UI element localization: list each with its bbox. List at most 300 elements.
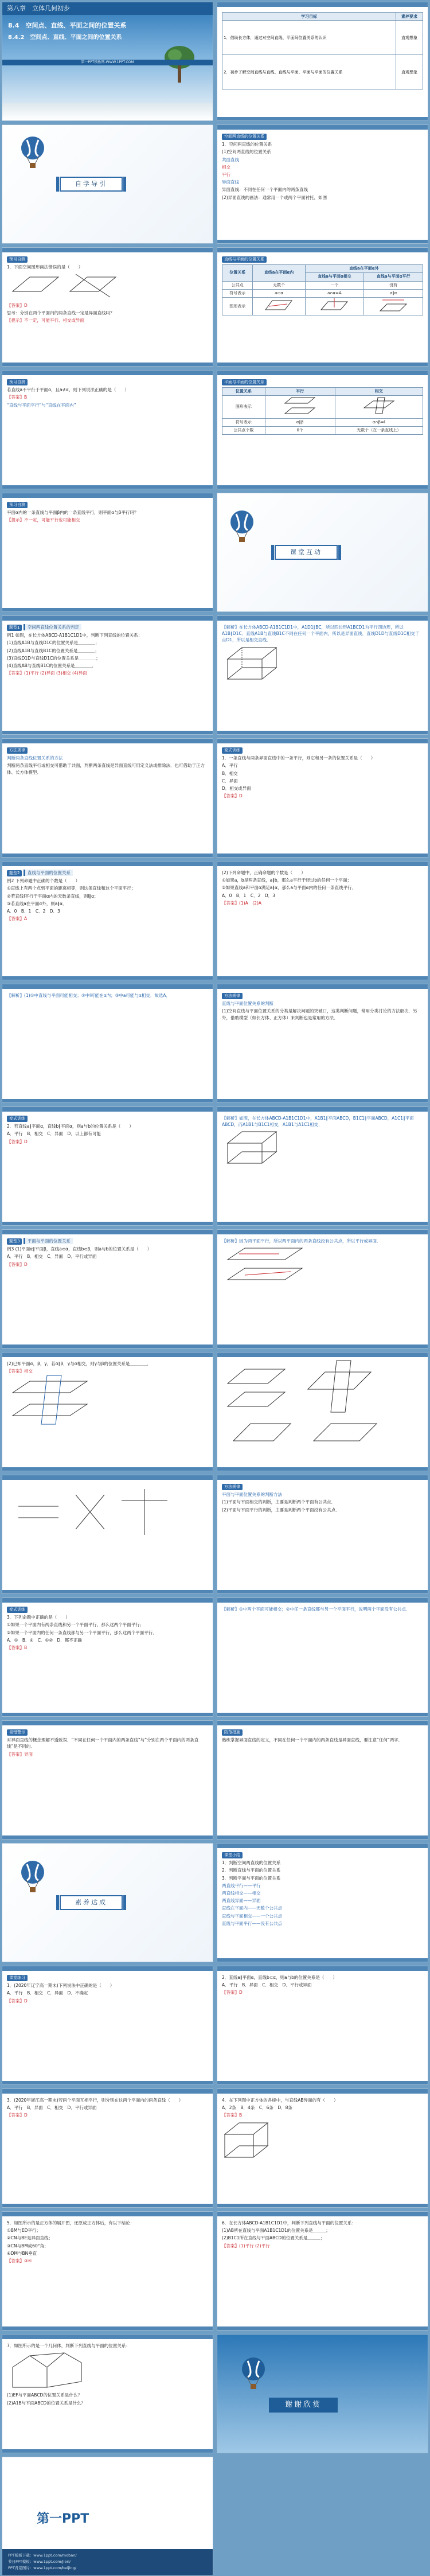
slide-analysis-4[interactable]: [217, 1229, 428, 1349]
slide-text: [7, 870, 208, 923]
goals-header-2: 素养要求: [396, 13, 423, 21]
option: B．相交: [27, 1131, 43, 1137]
question: 2．若直线a∥平面α，直线b∥平面α，则a与b的位置关系是（ ）: [7, 1124, 134, 1129]
item: ①如果一个平面内有两条直线和另一个平面平行，那么这两个平面平行；: [7, 1622, 144, 1628]
tag: 方法规律: [222, 993, 243, 999]
header-bar: [2, 2089, 213, 2094]
answer: 【答案】异面: [7, 1751, 33, 1757]
td: 0个: [265, 426, 335, 434]
item: (1)平面与平面相交的判断，主要是判断两个平面有公共点．: [222, 1499, 336, 1505]
item: ②若直线l平行于平面α内的无数条直线，则l∥α；: [7, 893, 99, 899]
footer-bar: [2, 608, 213, 611]
header-bar: [2, 248, 213, 252]
slide-text: [7, 1974, 208, 2005]
td: 无数个: [253, 281, 305, 289]
slide-method-3[interactable]: [217, 1475, 428, 1594]
option: A．2条: [222, 2105, 236, 2111]
line: 1．空间两直线的位置关系: [222, 142, 272, 147]
header-bar: [2, 1598, 213, 1603]
thanks-title: 谢谢欣赏: [269, 2398, 338, 2413]
slide-goals[interactable]: [217, 2, 428, 121]
footer-bar: [217, 1467, 428, 1471]
slide-analysis-1[interactable]: [217, 615, 428, 735]
figures-group: [222, 1361, 405, 1447]
item: ①直线上有两个点到平面的距离相等，则这条直线和这个平面平行；: [7, 886, 136, 891]
td: 一个: [305, 281, 364, 289]
option: B．相交: [222, 770, 238, 776]
slide-practice-7[interactable]: [2, 2334, 213, 2453]
question: 5．如图所示的是正方体的展开图，还原成正方体后，有以下结论：: [7, 2220, 135, 2226]
label: 共面直线: [222, 157, 239, 162]
tag: 预习自测: [7, 256, 28, 263]
item: ③若直线a在平面α外，则a∥α．: [7, 901, 67, 906]
answer: 【答案】D: [222, 793, 243, 799]
header-bar: [217, 125, 428, 130]
slide-plane-plane-table[interactable]: [217, 370, 428, 489]
title: 直线与平面的位置关系: [24, 870, 73, 876]
slide-text: [7, 1238, 208, 1269]
td: a⊂α: [253, 289, 305, 297]
plane-plane-table: [222, 387, 423, 435]
label: 异面直线: [222, 180, 239, 185]
header-bar: [2, 2335, 213, 2339]
list-item: 两直线异面——异面: [222, 1898, 261, 1904]
list-item: 两直线相交——相交: [222, 1891, 261, 1896]
question: 3．(2020年浙江高一期末)若两个平面互相平行，则分别在这两个平面内的两条直线（ ）: [7, 2098, 183, 2103]
subsection-title: 8.4.2 空间点、直线、平面之间的位置关系: [8, 34, 122, 41]
planes-figure: [7, 271, 122, 300]
header-bar: [217, 616, 428, 621]
option: D．相交或异面: [222, 786, 251, 792]
question: 3．下列命题中正确的是（ ）: [7, 1615, 70, 1620]
th: 位置关系: [222, 388, 265, 396]
item: 3．判断平面与平面的位置关系: [222, 1875, 281, 1881]
label: 相交: [222, 164, 230, 170]
slide-text: [7, 2343, 208, 2407]
option: B．4条: [240, 2105, 255, 2111]
slide-variant-3[interactable]: [2, 1597, 213, 1717]
th: 位置关系: [222, 265, 253, 281]
header-bar: [2, 1107, 213, 1112]
title: 平面与平面位置关系的判断方法: [222, 1492, 282, 1498]
item: (2)B1C1所在直线与平面ABCD的位置关系是＿＿＿；: [222, 2235, 325, 2241]
option: A．0: [7, 909, 17, 914]
balloon-icon: [229, 510, 255, 545]
header-bar: [217, 984, 428, 989]
option: A．①: [7, 1637, 18, 1643]
tag: 题型2: [7, 870, 22, 876]
brand-link[interactable]: 节日PPT模板：www.1ppt.com/jieri/: [8, 2559, 71, 2564]
header-bar: [217, 862, 428, 866]
td: 公共点个数: [222, 426, 265, 434]
option: D．3: [49, 909, 60, 914]
td: 符号表示: [222, 418, 265, 426]
footer-bar: [217, 2081, 428, 2084]
footer-bar: [2, 2449, 213, 2453]
answer: 【答案】(1)平行 (2)平行: [222, 2243, 270, 2248]
question: 思考：分别在两个平面内的两条直线一定是异面直线吗？: [7, 310, 115, 315]
balloon-icon: [19, 1861, 46, 1895]
analysis: 【解析】因为两平面平行，所以两平面内的两条直线没有公共点，所以平行或异面．: [222, 1238, 381, 1244]
footer-bar: [217, 2204, 428, 2207]
footer-bar: [217, 1958, 428, 1962]
list-item: 两直线平行——平行: [222, 1883, 261, 1888]
footer-bar: [2, 2204, 213, 2207]
option: D．都不正确: [57, 1637, 82, 1643]
answer: 【提示】不一定，可能平行也可能相交: [7, 517, 80, 523]
slide-thanks[interactable]: [217, 2334, 428, 2453]
slide-figures[interactable]: [217, 1352, 428, 1471]
slide-text: [7, 256, 208, 325]
slide-text: [222, 1606, 423, 1614]
option: C．6条: [259, 2105, 273, 2111]
option: D．8条: [277, 2105, 292, 2111]
option: D．平行或异面: [67, 2105, 97, 2111]
goal-cell: 2．初步了解空间直线与直线、直线与平面、平面与平面的位置关系: [222, 55, 396, 89]
footer-bar: [2, 1590, 213, 1593]
question: 2．直线a∥平面α，直线b⊂α，则a与b的位置关系是（ ）: [222, 1975, 337, 1980]
answer: 【答案】(1)A (2)A: [222, 900, 262, 906]
header-bar: [2, 616, 213, 621]
body: 对异面直线的概念理解不透致误．“不同在任何一个平面内的两条直线”与“分别在两个平面内的两条直线”是不同的．: [7, 1737, 199, 1749]
question: 7．如图所示的是一个几何体，判断下列直线与平面的位置关系：: [7, 2343, 130, 2348]
footer-bar: [217, 2326, 428, 2330]
th: 直线a在平面α外: [305, 265, 423, 273]
td-figure: [335, 396, 423, 418]
answer: 【答案】D: [222, 1990, 243, 1996]
item: 1．判断空间两直线的位置关系: [222, 1860, 281, 1866]
item: ①如果a，b是两条直线，a∥b，那么a平行于经过b的任何一个平面；: [222, 878, 352, 883]
answer: 【答案】A: [7, 916, 28, 922]
slide-brand[interactable]: [2, 2457, 213, 2576]
slide-text: [7, 1361, 208, 1429]
brand-logo: 第一PPT: [37, 2512, 89, 2526]
tag: 预习自测: [7, 379, 28, 385]
option: C．①②: [37, 1637, 53, 1643]
th: 直线a在平面α内: [253, 265, 305, 281]
slide-text: [222, 1974, 423, 1997]
header-bar: [217, 739, 428, 743]
slide-text: [7, 992, 208, 1000]
goal-cell: 直观想象: [396, 21, 423, 55]
tag: 变式训练: [7, 1116, 28, 1122]
brand-link[interactable]: PPT模板下载：www.1ppt.com/moban/: [8, 2553, 77, 2558]
slide-example-3[interactable]: [2, 1229, 213, 1349]
slide-analysis-3[interactable]: [217, 1106, 428, 1226]
planes-figure: [222, 1245, 308, 1285]
td-figure: [305, 298, 364, 315]
td: 公共点: [222, 281, 253, 289]
header-bar: [2, 2212, 213, 2216]
header-bar: [2, 1721, 213, 1725]
option: C．相交: [262, 1982, 279, 1988]
footer-bar: [217, 731, 428, 734]
option: B．相交: [27, 1254, 43, 1260]
slide-method-1[interactable]: [2, 738, 213, 858]
footer-bar: [217, 1835, 428, 1839]
option: D．平行或异面: [67, 1254, 97, 1260]
footer-bar: [217, 485, 428, 489]
item: ②如果一个平面内的任何一条直线都与另一个平面平行，那么这两个平面平行．: [7, 1630, 157, 1635]
line: (2)异面直线的画法：通常用一个或两个平面衬托，如图: [222, 194, 327, 200]
title: 空间两直线位置关系的判定: [24, 624, 81, 630]
footer-bar: [217, 1344, 428, 1348]
header-bar: [2, 493, 213, 498]
slide-section-class-interact[interactable]: [217, 493, 428, 612]
item: 2．判断直线与平面的位置关系: [222, 1868, 281, 1873]
tag: 方法规律: [222, 1484, 243, 1490]
cuboid-figure: [222, 645, 285, 685]
header-bar: [2, 371, 213, 375]
cuboid-figure: [222, 1129, 285, 1169]
ground: [2, 103, 213, 120]
td: 无数个（在一条直线上）: [335, 426, 423, 434]
footer-bar: [2, 363, 213, 366]
answer: 【答案】D: [7, 1998, 28, 2004]
brand-footer: [2, 2549, 213, 2575]
th: 平行: [265, 388, 335, 396]
footer-bar: [2, 1099, 213, 1102]
footer-bar: [217, 1713, 428, 1716]
answer: 【答案】D: [7, 2113, 28, 2118]
question: 平面α内的一条直线与平面β内的一条直线平行，则平面α与β平行吗？: [7, 510, 139, 516]
slide-text: [7, 379, 208, 410]
slide-preview-4[interactable]: [217, 124, 428, 244]
answer: 【答案】B: [7, 1645, 28, 1651]
question: (2)已知平面α，β，γ，若α∥β，γ与α相交，则γ与β的位置关系是＿＿＿＿．: [7, 1361, 151, 1366]
slide-text: [222, 2097, 423, 2162]
section-title-class-interact: 课堂互动: [275, 545, 338, 560]
header-bar: [217, 2, 428, 7]
slide-variant-1[interactable]: [217, 738, 428, 858]
slide-line-plane-table[interactable]: [217, 247, 428, 367]
td: a∥α: [364, 289, 423, 297]
slide-text: [7, 1606, 208, 1652]
footer-bar: [2, 1713, 213, 1716]
slide-text: [7, 1483, 208, 1571]
footer-bar: [2, 2326, 213, 2330]
question: 若直线a不平行于平面α，且a⊄α，则下列说法正确的是（ ）: [7, 387, 129, 393]
option: B．1: [21, 909, 32, 914]
header-bar: [217, 1475, 428, 1480]
slide-method-2[interactable]: [217, 984, 428, 1103]
slide-analysis-2[interactable]: [2, 984, 213, 1103]
question: 6．在长方体ABCD-A1B1C1D1中，判断下列直线与平面的位置关系：: [222, 2220, 356, 2226]
tag: 课堂练习: [7, 1975, 28, 1981]
slide-warning[interactable]: [2, 1720, 213, 1840]
item: (2)A1B与平面ABCD的位置关系是什么？: [7, 2400, 85, 2406]
header-bar: [217, 371, 428, 375]
slide-text: [7, 1115, 208, 1146]
question: 1．下面空间图形画法错误的是（ ）: [7, 264, 83, 270]
title: 判断两条直线位置关系的方法: [7, 755, 63, 761]
answer: 【答案】③④: [7, 2258, 32, 2264]
th: 直线a与平面α相交: [305, 273, 364, 281]
slide-text: [7, 624, 208, 677]
slide-example-3b[interactable]: [2, 1352, 213, 1471]
answer: 【答案】(1)平行 (2)异面 (3)相交 (4)异面: [7, 671, 87, 676]
slide-text: [222, 379, 423, 435]
tag: 空间两直线的位置关系: [222, 134, 267, 140]
slide-text: [7, 2220, 208, 2265]
option: D．平行或异面: [282, 1982, 312, 1988]
option: B．相交: [27, 1990, 43, 1996]
slide-example-2[interactable]: [2, 861, 213, 980]
section-title-literacy: 素养达成: [60, 1895, 123, 1910]
goals-table-wrap: [222, 10, 423, 89]
slide-prevention[interactable]: [217, 1720, 428, 1840]
goal-cell: 直观想象: [396, 55, 423, 89]
header-bar: [2, 1966, 213, 1971]
header-bar: [2, 1353, 213, 1357]
slide-text: [222, 624, 423, 687]
option: D．不确定: [67, 1990, 88, 1996]
slide-text: [222, 1361, 423, 1448]
footer-bar: [217, 1099, 428, 1102]
th: 直线a与平面α平行: [364, 273, 423, 281]
header-bar: [2, 739, 213, 743]
td: 图形表示: [222, 396, 265, 418]
option: D．以上都有可能: [67, 1131, 101, 1137]
header-bar: [217, 2089, 428, 2094]
line-plane-table: [222, 264, 423, 315]
item: (1)EF与平面ABCD的位置关系是什么？: [7, 2392, 82, 2398]
item: ②CN与BE是异面直线；: [7, 2235, 53, 2241]
analysis: 【解析】(1)①中直线与平面可能相交；②中l可能在α内；③中a可能与α相交．故选A．: [7, 993, 170, 998]
slide-figures-2[interactable]: [2, 1475, 213, 1594]
slide-section-self-study[interactable]: [2, 124, 213, 244]
header-bar: [217, 1721, 428, 1725]
brand-link[interactable]: PPT背景图片：www.1ppt.com/beijing/: [8, 2566, 76, 2570]
slide-practice-4[interactable]: [217, 2088, 428, 2208]
slide-analysis-5[interactable]: [217, 1597, 428, 1717]
footer-bar: [2, 1222, 213, 1225]
question: 1．(2020年辽宁高一期末)下列说法中正确的是（ ）: [7, 1983, 115, 1989]
slide-example-1[interactable]: [2, 615, 213, 735]
footer-bar: [2, 1467, 213, 1471]
slide-summary[interactable]: [217, 1843, 428, 1962]
slide-practice-6[interactable]: [217, 2211, 428, 2331]
slide-practice-3[interactable]: [2, 2088, 213, 2208]
item: (4)直线AB与直线B1C的位置关系是＿＿＿＿．: [7, 663, 97, 669]
section-title-self-study: 自学导引: [60, 177, 123, 192]
header-bar: [2, 862, 213, 866]
item: (2)平面与平面平行的判断，主要是判断两个平面没有公共点．: [222, 1507, 340, 1513]
item: (2)直线A1B与直线B1C的位置关系是＿＿＿＿；: [7, 648, 99, 653]
td-figure: [265, 396, 335, 418]
header-bar: [217, 1598, 428, 1603]
balloon-icon: [240, 2357, 267, 2392]
body: 判断两条直线平行或相交可借助于共面，判断两条直线是异面直线可用定义法或排除法．也可借助于正方体、长方体模型．: [7, 763, 205, 775]
tag: 方法规律: [7, 747, 28, 754]
option: B．1: [236, 893, 247, 898]
header-bar: [217, 1353, 428, 1357]
body: 熟练掌握异面直线的定义，不同在任何一个平面内的两条直线是异面直线，要注意“任何”两字．: [222, 1737, 403, 1743]
slide-section-literacy[interactable]: [2, 1843, 213, 1962]
header-bar: [217, 1844, 428, 1848]
footer-bar: [2, 854, 213, 857]
slide-practice-5[interactable]: [2, 2211, 213, 2331]
slide-variant-2[interactable]: [2, 1106, 213, 1226]
analysis: 【解析】在长方体ABCD-A1B1C1D1中，A1D1∥BC，所以四边形A1BCD1为平行四边形，所以A1B∥D1C．直线A1B与直线B1C不同在任何一个平面内，所以是异面直线．直线D1D与直线D1C相交于点D1，所以是相交直线．: [222, 625, 420, 643]
slide-text: [222, 256, 423, 315]
option: A．平行: [222, 1982, 238, 1988]
slide-example-2b[interactable]: [217, 861, 428, 980]
item: ②如果直线a和平面α满足a∥α，那么a与平面α内的任何一条直线平行．: [222, 885, 357, 891]
tag: 平面与平面的位置关系: [222, 379, 267, 385]
option: A．平行: [7, 1131, 23, 1137]
answer: 【答案】相交: [7, 1369, 33, 1374]
answer: 【答案】D: [7, 1139, 28, 1144]
chapter-title: 第八章 立体几何初步: [2, 2, 213, 15]
slide-text: [222, 1115, 423, 1171]
slide-preview-test-3[interactable]: [2, 493, 213, 612]
slide-preview-test-1[interactable]: [2, 247, 213, 367]
tag: 题型3: [7, 1238, 22, 1245]
footer-bar: [2, 1835, 213, 1839]
option: C．异面: [47, 1990, 64, 1996]
footer-bar: [2, 976, 213, 980]
site-bar: 第一PPT模板网-WWW.1PPT.COM: [2, 60, 213, 65]
option: A．平行: [7, 1990, 23, 1996]
option: C．异面: [222, 778, 238, 784]
item: (1)AB所在直线与平面A1B1C1D1的位置关系是＿＿＿；: [222, 2228, 330, 2234]
answer: 【答案】D: [7, 1261, 28, 1267]
slide-text: [7, 1729, 208, 1759]
slide-text: [222, 870, 423, 907]
item: ①BM与ED平行；: [7, 2228, 41, 2234]
goals-table: [222, 12, 423, 89]
option: D．3: [264, 893, 275, 898]
item: ④DM与BN垂直: [7, 2250, 37, 2256]
slide-preview-test-2[interactable]: [2, 370, 213, 489]
option: B．②: [22, 1637, 34, 1643]
tag: 课堂小结: [222, 1852, 243, 1858]
footer-bar: [217, 240, 428, 243]
slide-text: [222, 2220, 423, 2250]
footer-bar: [2, 485, 213, 489]
goal-cell: 1．借助长方体，通过对空间直线、平面间位置关系的认识: [222, 21, 396, 55]
header-bar: [217, 1107, 428, 1112]
footer-bar: [217, 363, 428, 366]
slide-practice-1[interactable]: [2, 1966, 213, 2085]
slide-cover[interactable]: [2, 2, 213, 121]
option: C．异面: [47, 1254, 64, 1260]
slide-text: [7, 2097, 208, 2120]
answer: 【提示】不一定，可能平行、相交或异面: [7, 318, 84, 324]
header-bar: [2, 1475, 213, 1480]
slide-practice-2[interactable]: [217, 1966, 428, 2085]
house-figure: [7, 2350, 93, 2390]
option: B．异面: [27, 2105, 43, 2111]
footer-bar: [217, 854, 428, 857]
line: 异面直线：不同在任何一个平面内的两条直线: [222, 187, 308, 193]
tag: 题型1: [7, 625, 22, 631]
tag: 预习自测: [7, 502, 28, 508]
slide-text: [222, 1852, 423, 1928]
tag: 防范措施: [222, 1729, 243, 1736]
td-figure: [364, 298, 423, 315]
analysis: 【解析】如图，在长方体ABCD-A1B1C1D1中，A1B1∥平面ABCD，B1C1∥平面ABCD，A1C1∥平面ABCD，而A1B1与B1C1相交，A1B1与A1C1相交．: [222, 1116, 414, 1128]
question: 1．一条直线与两条异面直线中的一条平行，则它和另一条的位置关系是（ ）: [222, 755, 376, 761]
title: 平面与平面的位置关系: [24, 1238, 73, 1244]
footer-bar: [217, 976, 428, 980]
question: (2)下列命题中，正确命题的个数是（ ）: [222, 870, 306, 875]
label: 平行: [222, 172, 230, 178]
planes-figure: [7, 1375, 99, 1427]
question: 例1 如图，在长方体ABCD-A1B1C1D1中，判断下列直线的位置关系：: [7, 633, 143, 638]
footer-bar: [217, 1590, 428, 1593]
